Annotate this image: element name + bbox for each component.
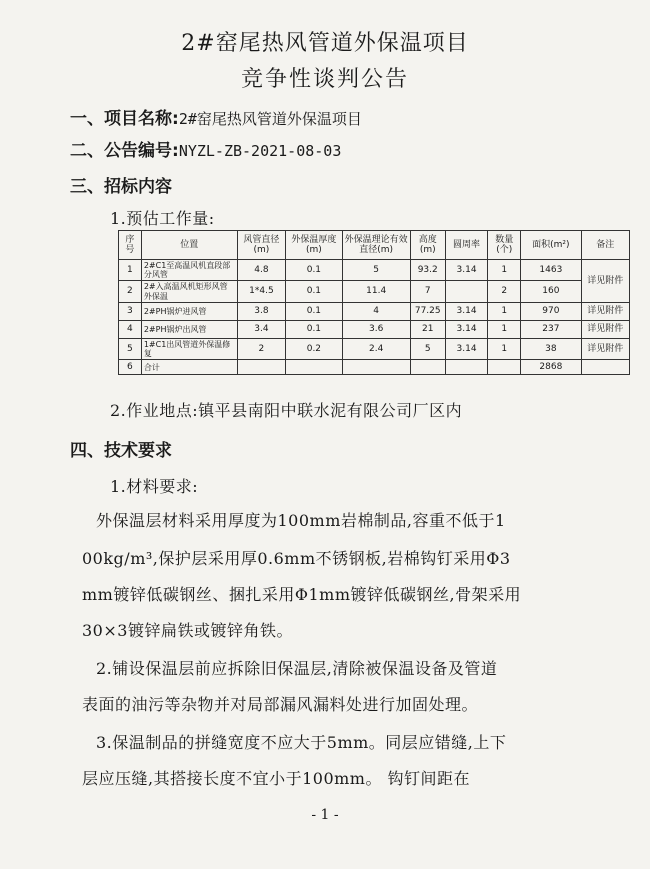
paragraph-line: 层应压缝,其搭接长度不宜小于100mm。 钩钉间距在 <box>82 769 471 788</box>
cell-pi: 3.14 <box>445 338 488 359</box>
cell-note: 详见附件 <box>581 260 629 303</box>
cell-pi: 3.14 <box>445 302 488 320</box>
table-header: 圆周率 <box>445 231 488 260</box>
cell-pi <box>445 281 488 302</box>
paragraph-line: mm镀锌低碳钢丝、捆扎采用Φ1mm镀锌低碳钢丝,骨架采用 <box>82 585 522 604</box>
cell-note: 详见附件 <box>581 338 629 359</box>
cell-empty <box>286 360 342 375</box>
cell-quantity: 2 <box>488 281 521 302</box>
table-total-row <box>119 360 630 375</box>
work-location: 2.作业地点:镇平县南阳中联水泥有限公司厂区内 <box>110 401 463 420</box>
cell-area: 1463 <box>521 260 581 281</box>
table-header: 备注 <box>581 231 629 260</box>
cell-empty <box>445 360 488 375</box>
paragraph-line: 外保温层材料采用厚度为100mm岩棉制品,容重不低于1 <box>96 511 506 530</box>
cell-empty <box>237 360 286 375</box>
announcement-number-value: NYZL-ZB-2021-08-03 <box>178 142 342 160</box>
project-name-value: 2#窑尾热风管道外保温项目 <box>178 110 362 128</box>
cell-pi: 3.14 <box>445 320 488 338</box>
paragraph-line: 表面的油污等杂物并对局部漏风漏料处进行加固处理。 <box>82 695 479 714</box>
table-header: 高度(m) <box>410 231 445 260</box>
cell-height: 7 <box>410 281 445 302</box>
cell-no: 1 <box>119 260 142 281</box>
cell-no: 6 <box>119 360 142 375</box>
section-bid-content: 三、招标内容 <box>70 177 172 197</box>
table-row <box>119 338 630 359</box>
cell-note: 详见附件 <box>581 320 629 338</box>
cell-area: 38 <box>521 338 581 359</box>
section-label: 一、项目名称: <box>70 109 179 129</box>
cell-pi: 3.14 <box>445 260 488 281</box>
cell-diameter: 2 <box>237 338 286 359</box>
section-announcement-number <box>70 136 341 161</box>
page-number: - 1 - <box>311 807 339 823</box>
cell-quantity: 1 <box>488 260 521 281</box>
cell-location: 1#C1出风管道外保温修复 <box>141 338 237 359</box>
cell-empty <box>581 360 629 375</box>
workload-label: 1.预估工作量: <box>110 209 215 228</box>
cell-thickness: 0.1 <box>286 302 342 320</box>
cell-effective-diameter: 3.6 <box>342 320 410 338</box>
table-header: 外保温厚度(m) <box>286 231 342 260</box>
paragraph-line: 3.保温制品的拼缝宽度不应大于5mm。同层应错缝,上下 <box>96 733 507 752</box>
cell-thickness: 0.1 <box>286 320 342 338</box>
cell-thickness: 0.1 <box>286 281 342 302</box>
cell-no: 3 <box>119 302 142 320</box>
table-header: 外保温理论有效直径(m) <box>342 231 410 260</box>
cell-empty <box>410 360 445 375</box>
cell-effective-diameter: 4 <box>342 302 410 320</box>
table-row <box>119 281 630 302</box>
cell-no: 5 <box>119 338 142 359</box>
table-row <box>119 260 630 281</box>
cell-diameter: 4.8 <box>237 260 286 281</box>
cell-height: 93.2 <box>410 260 445 281</box>
cell-area: 160 <box>521 281 581 302</box>
materials-label: 1.材料要求: <box>110 477 199 496</box>
paragraph-line: 30×3镀锌扁铁或镀锌角铁。 <box>82 621 293 640</box>
paragraph-line: 2.铺设保温层前应拆除旧保温层,清除被保温设备及管道 <box>96 659 498 678</box>
table-header: 序号 <box>119 231 142 260</box>
cell-diameter: 1*4.5 <box>237 281 286 302</box>
cell-area: 2868 <box>521 360 581 375</box>
table-row <box>119 320 630 338</box>
cell-no: 2 <box>119 281 142 302</box>
section-technical-requirements: 四、技术要求 <box>70 441 172 461</box>
cell-empty <box>488 360 521 375</box>
table-header: 数量(个) <box>488 231 521 260</box>
table-header: 位置 <box>141 231 237 260</box>
cell-location: 2#PH锅炉出风管 <box>141 320 237 338</box>
cell-area: 970 <box>521 302 581 320</box>
document-title: 2#窑尾热风管道外保温项目 <box>181 31 469 56</box>
table-row <box>119 302 630 320</box>
document-subtitle: 竞争性谈判公告 <box>240 67 409 92</box>
cell-location: 合计 <box>141 360 237 375</box>
cell-location: 2#入高温风机矩形风管外保温 <box>141 281 237 302</box>
cell-height: 5 <box>410 338 445 359</box>
workload-table <box>118 230 630 375</box>
table-header: 风管直径(m) <box>237 231 286 260</box>
cell-quantity: 1 <box>488 302 521 320</box>
cell-quantity: 1 <box>488 320 521 338</box>
cell-diameter: 3.4 <box>237 320 286 338</box>
cell-thickness: 0.1 <box>286 260 342 281</box>
section-project-name <box>70 104 362 129</box>
table-header-row <box>119 231 630 260</box>
cell-effective-diameter: 11.4 <box>342 281 410 302</box>
cell-location: 2#PH锅炉进风管 <box>141 302 237 320</box>
paragraph-line: 00kg/m³,保护层采用厚0.6mm不锈钢板,岩棉钩钉采用Φ3 <box>82 549 511 568</box>
section-label: 二、公告编号: <box>70 141 179 161</box>
cell-effective-diameter: 5 <box>342 260 410 281</box>
cell-diameter: 3.8 <box>237 302 286 320</box>
cell-note: 详见附件 <box>581 302 629 320</box>
cell-area: 237 <box>521 320 581 338</box>
cell-location: 2#C1至高温风机直段部分风管 <box>141 260 237 281</box>
cell-quantity: 1 <box>488 338 521 359</box>
cell-empty <box>342 360 410 375</box>
cell-height: 77.25 <box>410 302 445 320</box>
cell-no: 4 <box>119 320 142 338</box>
cell-thickness: 0.2 <box>286 338 342 359</box>
table-header: 面积(m²) <box>521 231 581 260</box>
cell-height: 21 <box>410 320 445 338</box>
cell-effective-diameter: 2.4 <box>342 338 410 359</box>
